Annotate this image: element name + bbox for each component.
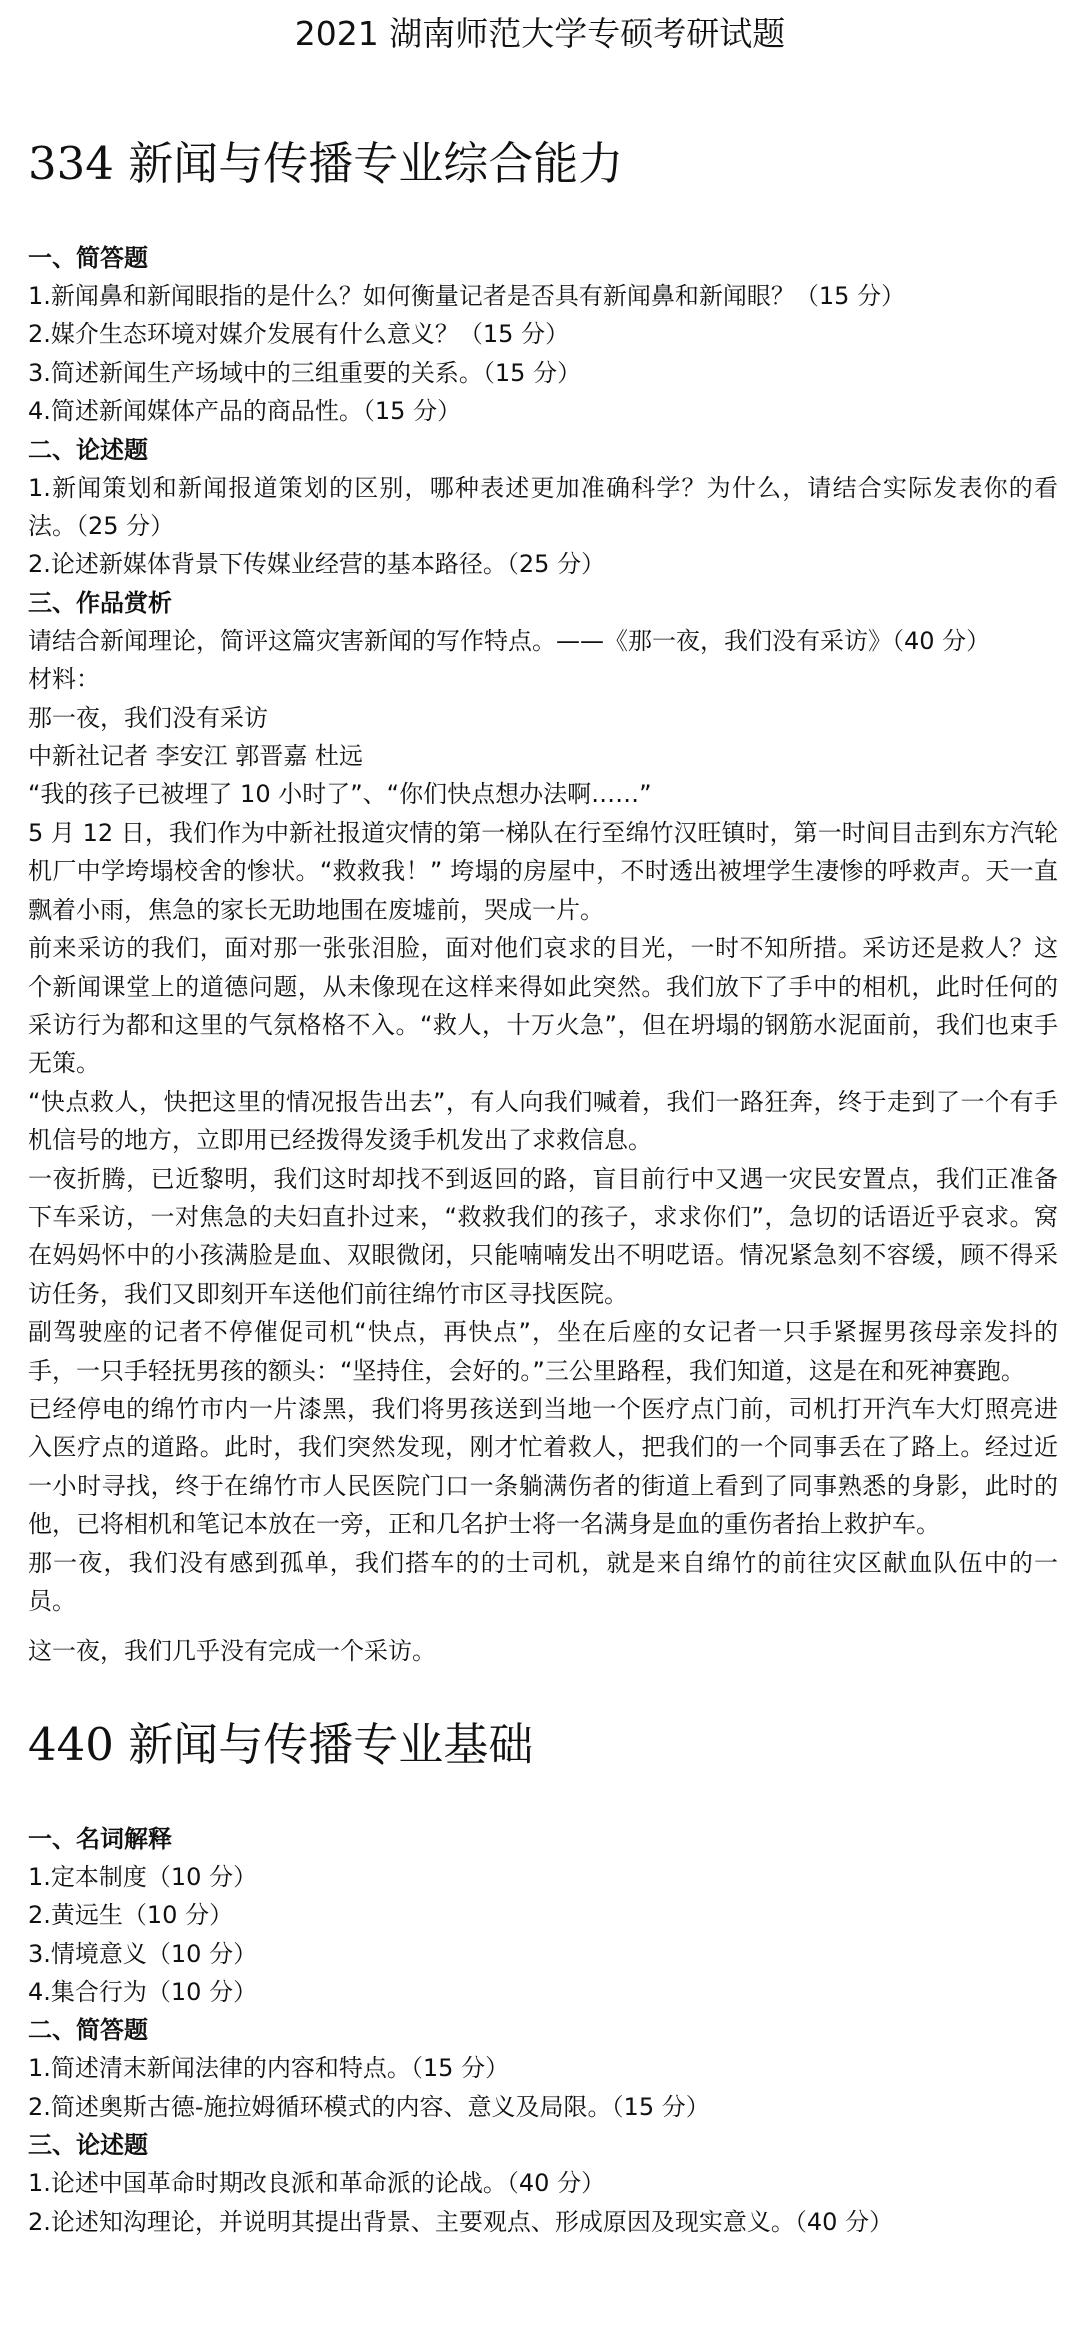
question-item: 2.媒介生态环境对媒介发展有什么意义？（15 分） (28, 320, 570, 349)
question-item: 1.新闻策划和新闻报道策划的区别，哪种表述更加准确科学？为什么，请结合实际发表你的看法。（25 分） (28, 473, 1058, 541)
section-heading: 三、论述题 (28, 2131, 148, 2160)
section-heading: 二、简答题 (28, 2016, 148, 2045)
section-heading: 三、作品赏析 (28, 588, 172, 617)
course-334-title: 334 新闻与传播专业综合能力 (28, 137, 624, 190)
question-item: 2.简述奥斯古德-施拉姆循环模式的内容、意义及局限。（15 分） (28, 2092, 710, 2121)
question-item: 1.简述清末新闻法律的内容和特点。（15 分） (28, 2054, 510, 2083)
question-item: 1.定本制度（10 分） (28, 1862, 258, 1891)
article-paragraph: 副驾驶座的记者不停催促司机“快点，再快点”，坐在后座的女记者一只手紧握男孩母亲发抖的手，一只手轻抚男孩的额头：“坚持住，会好的。”三公里路程，我们知道，这是在和死神赛跑。 (28, 1318, 1058, 1385)
question-item: 4.简述新闻媒体产品的商品性。（15 分） (28, 397, 462, 426)
article-paragraph: “快点救人，快把这里的情况报告出去”，有人向我们喊着，我们一路狂奔，终于走到了一个有手机信号的地方，立即用已经拨得发烫手机发出了求救信息。 (28, 1087, 1058, 1155)
question-item: 2.黄远生（10 分） (28, 1901, 234, 1930)
article-quote: “我的孩子已被埋了 10 小时了”、“你们快点想办法啊……” (28, 780, 652, 809)
article-byline: 中新社记者 李安江 郭晋嘉 杜远 (28, 742, 363, 771)
question-item: 3.简述新闻生产场域中的三组重要的关系。（15 分） (28, 358, 582, 387)
section-heading: 二、论述题 (28, 435, 148, 464)
article-paragraph: 一夜折腾，已近黎明，我们这时却找不到返回的路，盲目前行中又遇一灾民安置点，我们正准备下车采访，一对焦急的夫妇直扑过来，“救救我们的孩子，求求你们”，急切的话语近乎哀求。窝在妈妈怀中的小孩满脸是血、双眼微闭，只能喃喃发出不明呓语。情况紧急刻不容缓，顾不得采访任务，我们又即刻开车送他们前往绵竹市区寻找医院。 (28, 1164, 1058, 1308)
question-item: 2.论述新媒体背景下传媒业经营的基本路径。（25 分） (28, 550, 606, 579)
section-heading: 一、简答题 (28, 244, 148, 272)
course-440-body (28, 1820, 1058, 2241)
article-paragraph: 前来采访的我们，面对那一张张泪脸，面对他们哀求的目光，一时不知所措。采访还是救人？这个新闻课堂上的道德问题，从未像现在这样来得如此突然。我们放下了手中的相机，此时任何的采访行为都和这里的气氛格格不入。“救人，十万火急”，但在坍塌的钢筋水泥面前，我们也束手无策。 (28, 934, 1058, 1078)
article-paragraph: 那一夜，我们没有感到孤单，我们搭车的的士司机，就是来自绵竹的前往灾区献血队伍中的一员。 (28, 1548, 1058, 1615)
question-item: 1.论述中国革命时期改良派和革命派的论战。（40 分） (28, 2169, 606, 2198)
article-closing: 这一夜，我们几乎没有完成一个采访。 (28, 1637, 436, 1666)
course-334-body (28, 239, 1058, 1671)
question-item: 2.论述知沟理论，并说明其提出背景、主要观点、形成原因及现实意义。（40 分） (28, 2207, 894, 2236)
material-label: 材料： (28, 665, 100, 694)
question-item: 1.新闻鼻和新闻眼指的是什么？如何衡量记者是否具有新闻鼻和新闻眼？（15 分） (28, 282, 906, 310)
question-prompt: 请结合新闻理论，简评这篇灾害新闻的写作特点。——《那一夜，我们没有采访》（40 分） (28, 626, 991, 655)
article-paragraph: 5 月 12 日，我们作为中新社报道灾情的第一梯队在行至绵竹汉旺镇时，第一时间目击到东方汽轮机厂中学垮塌校舍的惨状。“救救我！” 垮塌的房屋中，不时透出被埋学生凄惨的呼救声。天一直飘着小雨，焦急的家长无助地围在废墟前，哭成一片。 (28, 818, 1058, 924)
document-title: 2021 湖南师范大学专硕考研试题 (294, 14, 786, 53)
course-440-title: 440 新闻与传播专业基础 (28, 1717, 534, 1771)
section-heading: 一、名词解释 (28, 1824, 172, 1853)
question-item: 3.情境意义（10 分） (28, 1939, 258, 1968)
question-item: 4.集合行为（10 分） (28, 1978, 258, 2007)
article-title: 那一夜，我们没有采访 (28, 703, 268, 732)
article-paragraph: 已经停电的绵竹市内一片漆黑，我们将男孩送到当地一个医疗点门前，司机打开汽车大灯照亮进入医疗点的道路。此时，我们突然发现，刚才忙着救人，把我们的一个同事丢在了路上。经过近一小时寻找，终于在绵竹市人民医院门口一条躺满伤者的街道上看到了同事熟悉的身影，此时的他，已将相机和笔记本放在一旁，正和几名护士将一名满身是血的重伤者抬上救护车。 (28, 1394, 1058, 1539)
